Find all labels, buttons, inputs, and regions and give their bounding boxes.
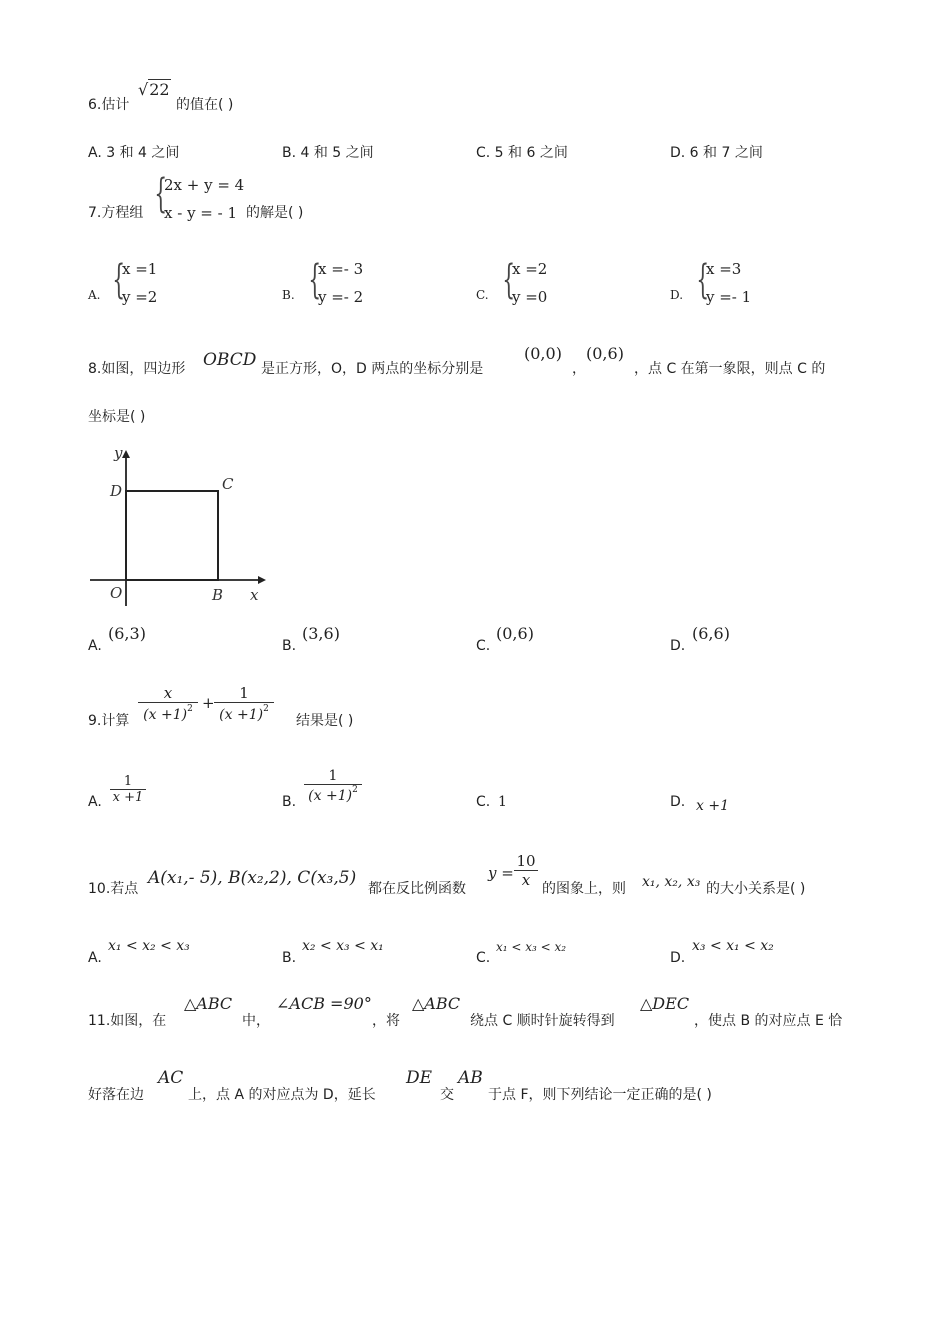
- q11-stem-line2-mid1: 上，点 A 的对应点为 D，延长: [188, 1087, 376, 1103]
- q9-option-a-den: x +1: [110, 789, 146, 805]
- q11-stem-mid3: 绕点 C 顺时针旋转得到: [470, 1013, 615, 1029]
- q10-option-value: x₃ < x₁ < x₂: [692, 938, 774, 954]
- q7-option-line2: y =- 2: [318, 288, 364, 306]
- q11-segment-ab: AB: [458, 1068, 483, 1088]
- q9-option-value: 1: [498, 794, 507, 810]
- q9-option-b-den: (x +1): [308, 788, 353, 804]
- q9-fraction-2-num: 1: [239, 684, 249, 702]
- q8-option-letter: B.: [282, 638, 297, 654]
- q8-separator: ，: [572, 361, 586, 377]
- left-brace-icon: {: [696, 257, 710, 303]
- q8-shape-name: OBCD: [203, 350, 257, 370]
- y-axis-arrow-icon: [122, 450, 130, 458]
- q9-fraction-1: [138, 684, 198, 723]
- q9-option-b-num: 1: [328, 768, 338, 784]
- q7-option-line1: x =2: [512, 260, 548, 278]
- q8-figure: [88, 438, 268, 610]
- label-o: O: [110, 584, 123, 602]
- q11-triangle-dec: △DEC: [640, 994, 690, 1013]
- label-d: D: [110, 482, 123, 500]
- left-brace-icon: {: [308, 257, 322, 303]
- q11-stem-line2-start: 好落在边: [88, 1087, 144, 1103]
- q7-option-line1: x =- 3: [318, 260, 364, 278]
- q9-fraction-1-num: x: [163, 684, 173, 702]
- square-obcd: [126, 491, 218, 580]
- q10-points: A(x₁,- 5), B(x₂,2), C(x₃,5): [148, 868, 357, 888]
- q7-option-letter: C.: [476, 288, 489, 302]
- q7-option-line1: x =1: [122, 260, 158, 278]
- q7-eq2: x - y = - 1: [164, 204, 238, 222]
- q10-option-letter: B.: [282, 950, 297, 966]
- q7-option-letter: D.: [670, 288, 684, 302]
- q9-plus: +: [202, 694, 215, 712]
- q9-option-letter: C.: [476, 794, 491, 810]
- q11-triangle-abc: △ABC: [184, 994, 233, 1013]
- sqrt-symbol: √22: [138, 80, 170, 99]
- q6-stem-end: 的值在( ): [176, 97, 234, 113]
- q8-option-value: (6,3): [108, 624, 146, 643]
- q8-stem-mid: 是正方形，O，D 两点的坐标分别是: [261, 361, 484, 377]
- q9-stem-start: 9.计算: [88, 713, 130, 729]
- q9-fraction-2: [214, 684, 274, 723]
- q11-segment-ac: AC: [158, 1068, 184, 1088]
- q10-stem-mid: 都在反比例函数: [368, 881, 466, 897]
- q8-point-d: (0,6): [586, 344, 624, 363]
- q8-option-value: (0,6): [496, 624, 534, 643]
- q10-func-fraction: [514, 852, 538, 889]
- q11-stem-mid1: 中，: [242, 1013, 270, 1029]
- x-axis-arrow-icon: [258, 576, 266, 584]
- q10-option-value: x₂ < x₃ < x₁: [302, 938, 384, 954]
- label-b: B: [212, 586, 224, 604]
- q6-option-c[interactable]: C. 5 和 6 之间: [476, 145, 568, 161]
- q6-option-b[interactable]: B. 4 和 5 之间: [282, 145, 374, 161]
- q9-option-a-num: 1: [123, 774, 133, 789]
- q10-option-letter: D.: [670, 950, 686, 966]
- label-x: x: [250, 586, 259, 604]
- q9-stem-end: 结果是( ): [296, 713, 354, 729]
- q10-option-letter: A.: [88, 950, 102, 966]
- q8-stem-start: 8.如图，四边形: [88, 361, 186, 377]
- q7-option-line2: y =- 1: [706, 288, 752, 306]
- q9-option-b-fraction: [304, 768, 362, 804]
- q10-func-num: 10: [516, 852, 536, 870]
- q7-option-letter: B.: [282, 288, 295, 302]
- q11-stem-line2-mid2: 交: [440, 1087, 454, 1103]
- q11-stem-mid2: ，将: [372, 1013, 400, 1029]
- q11-angle: ∠ACB =90°: [276, 994, 372, 1013]
- q7-stem-start: 7.方程组: [88, 205, 144, 221]
- q10-stem-end: 的大小关系是( ): [706, 881, 806, 897]
- q11-stem-start: 11.如图，在: [88, 1013, 167, 1029]
- q6-option-a[interactable]: A. 3 和 4 之间: [88, 145, 180, 161]
- q7-option-line2: y =0: [512, 288, 548, 306]
- q10-func-den: x: [514, 870, 538, 889]
- q8-option-letter: A.: [88, 638, 102, 654]
- q10-vars: x₁, x₂, x₃: [642, 874, 701, 890]
- q8-option-letter: C.: [476, 638, 491, 654]
- q9-option-value: x +1: [696, 798, 729, 814]
- q10-option-value: x₁ < x₃ < x₂: [496, 940, 567, 954]
- q9-option-letter: B.: [282, 794, 297, 810]
- left-brace-icon: {: [502, 257, 516, 303]
- q7-option-line1: x =3: [706, 260, 742, 278]
- q8-stem-line2: 坐标是( ): [88, 409, 146, 425]
- q9-option-letter: D.: [670, 794, 686, 810]
- q9-exponent: 2: [263, 704, 269, 714]
- q7-option-line2: y =2: [122, 288, 158, 306]
- q7-stem-end: 的解是( ): [246, 205, 304, 221]
- left-brace-icon: {: [154, 171, 168, 217]
- q11-stem-line2-end: 于点 F，则下列结论一定正确的是( ): [488, 1087, 712, 1103]
- q8-option-letter: D.: [670, 638, 686, 654]
- q9-fraction-1-den: (x +1): [143, 707, 188, 723]
- label-c: C: [222, 475, 234, 493]
- q10-option-letter: C.: [476, 950, 491, 966]
- q8-option-value: (3,6): [302, 624, 340, 643]
- left-brace-icon: {: [112, 257, 126, 303]
- q6-radicand: 22: [149, 80, 170, 99]
- q10-stem-start: 10.若点: [88, 881, 139, 897]
- q10-option-value: x₁ < x₂ < x₃: [108, 938, 190, 954]
- q6-option-d[interactable]: D. 6 和 7 之间: [670, 145, 763, 161]
- q7-option-letter: A.: [88, 288, 101, 302]
- q6-stem-start: 6.估计: [88, 97, 130, 113]
- q8-point-o: (0,0): [524, 344, 562, 363]
- q10-stem-mid2: 的图象上，则: [542, 881, 626, 897]
- q7-eq1: 2x + y = 4: [164, 176, 245, 194]
- q9-option-letter: A.: [88, 794, 102, 810]
- q9-exponent: 2: [187, 704, 193, 714]
- q9-exponent: 2: [352, 785, 358, 795]
- q8-stem-end: ，点 C 在第一象限，则点 C 的: [634, 361, 826, 377]
- q9-fraction-2-den: (x +1): [219, 707, 264, 723]
- label-y: y: [114, 444, 123, 462]
- q11-segment-de: DE: [406, 1068, 433, 1088]
- q11-triangle-abc-2: △ABC: [412, 994, 461, 1013]
- q9-option-a-fraction: [110, 774, 146, 805]
- q8-option-value: (6,6): [692, 624, 730, 643]
- q10-func-lhs: y =: [488, 864, 514, 882]
- q11-stem-end1: ，使点 B 的对应点 E 恰: [694, 1013, 843, 1029]
